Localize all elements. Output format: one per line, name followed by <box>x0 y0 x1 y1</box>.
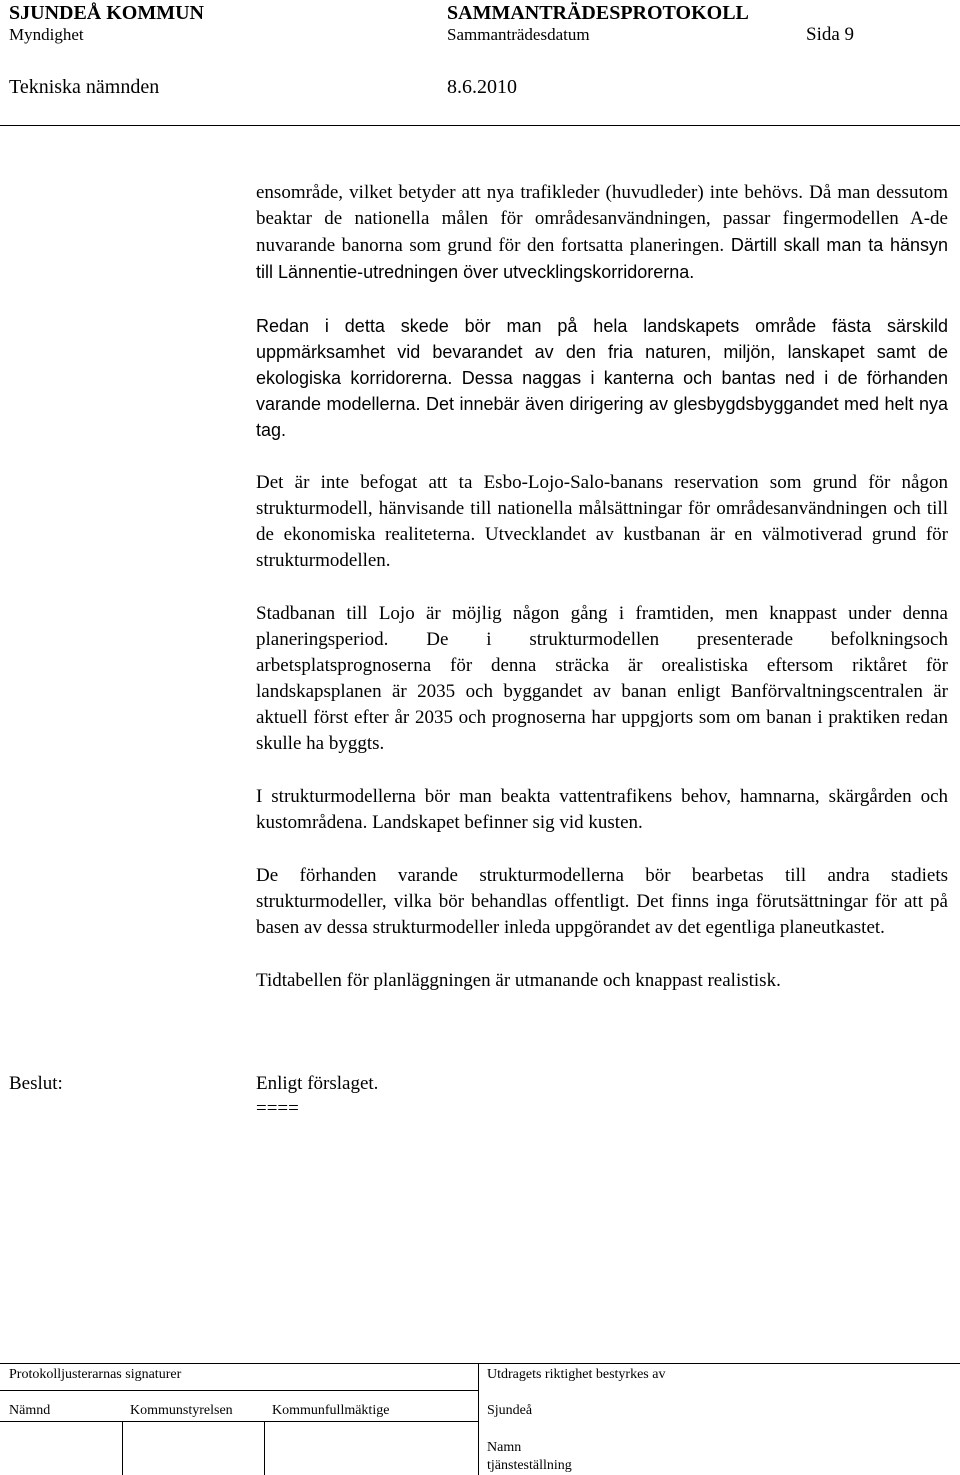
page-number: Sida 9 <box>806 24 855 45</box>
signature-col-namnd: Nämnd <box>9 1403 51 1418</box>
paragraph-1a: ensområde, vilket betyder att nya trafikleder (huvudleder) inte behövs. Då man dessutom beaktar de nationella målen för områdesanvändningen, passar fingermodellen A-de nuvarande banorna som grund för den fortsatta planeringen. <box>256 182 948 256</box>
footer-left-rule <box>0 1390 478 1391</box>
extract-name-label: Namn <box>487 1440 522 1455</box>
body-text <box>256 180 948 1021</box>
signature-col-kommunstyrelsen: Kommunstyrelsen <box>130 1403 233 1418</box>
decision-label: Beslut: <box>9 1073 63 1094</box>
meeting-date: 8.6.2010 <box>447 76 517 98</box>
authority-name: Tekniska nämnden <box>9 76 160 98</box>
paragraph-1 <box>256 180 948 286</box>
signature-col-kommunfullmaktige: Kommunfullmäktige <box>272 1403 390 1418</box>
extract-label: Utdragets riktighet bestyrkes av <box>487 1367 666 1382</box>
paragraph-3: Det är inte befogat att ta Esbo-Lojo-Salo-banans reservation som grund för någon strukturmodell, hänvisande till nationella målsättningar för områdesanvändningen och till de ekonomiska realiteterna. Utvecklandet av kustbanan är en välmotiverad grund för strukturmodellen. <box>256 472 948 571</box>
extract-position-label: tjänsteställning <box>487 1458 572 1473</box>
paragraph-2: Redan i detta skede bör man på hela landskapets område fästa särskild uppmärksamhet vid bevarandet av den fria naturen, miljön, lanskapet samt de ekologiska korridorerna. Dessa naggas i kanterna och bantas ned i de förhanden varande modellerna. Det innebär även dirigering av glesbygdsbyggandet med helt nya tag. <box>256 316 948 440</box>
extract-place: Sjundeå <box>487 1403 533 1418</box>
header-divider <box>0 125 960 126</box>
paragraph-1b: Därtill skall man ta hänsyn till Lännentie-utredningen över utvecklingskorridorerna. <box>256 235 949 282</box>
signature-divider-1 <box>122 1421 123 1475</box>
end-marker: ==== <box>256 1098 299 1119</box>
footer-left-rule-2 <box>0 1421 478 1422</box>
signature-footer <box>0 1363 960 1475</box>
paragraph-4: Stadbanan till Lojo är möjlig någon gång i framtiden, men knappast under denna planeringsperiod. De i strukturmodellen presenterade befolkningsoch arbetsplatsprognoserna för denna sträcka är orealistiska eftersom riktåret för landskapsplanen är 2035 och byggandet av banan enligt Banförvaltningscentralen är aktuell först efter år 2035 och prognoserna har uppgjorts som om banan i praktiken redan skulle ha byggts. <box>256 603 948 754</box>
paragraph-6: De förhanden varande strukturmodellerna bör bearbetas till andra stadiets strukturmodeller, vilka bör behandlas offentligt. Det finns inga förutsättningar för att på basen av dessa strukturmodeller inleda uppgörandet av det egentliga planeutkastet. <box>256 865 948 938</box>
signatures-label: Protokolljusterarnas signaturer <box>9 1367 182 1382</box>
paragraph-5: I strukturmodellerna bör man beakta vattentrafikens behov, hamnarna, skärgården och kustområdena. Landskapet befinner sig vid kusten. <box>256 786 948 833</box>
municipality-name: SJUNDEÅ KOMMUN <box>9 2 204 24</box>
footer-center-divider <box>478 1363 479 1475</box>
document-type: SAMMANTRÄDESPROTOKOLL <box>447 2 749 24</box>
signature-divider-2 <box>264 1421 265 1475</box>
paragraph-7: Tidtabellen för planläggningen är utmanande och knappast realistisk. <box>256 970 781 991</box>
decision-text: Enligt förslaget. <box>256 1073 379 1094</box>
date-label: Sammanträdesdatum <box>447 25 590 44</box>
authority-label: Myndighet <box>9 25 84 44</box>
footer-top-rule <box>0 1363 960 1364</box>
